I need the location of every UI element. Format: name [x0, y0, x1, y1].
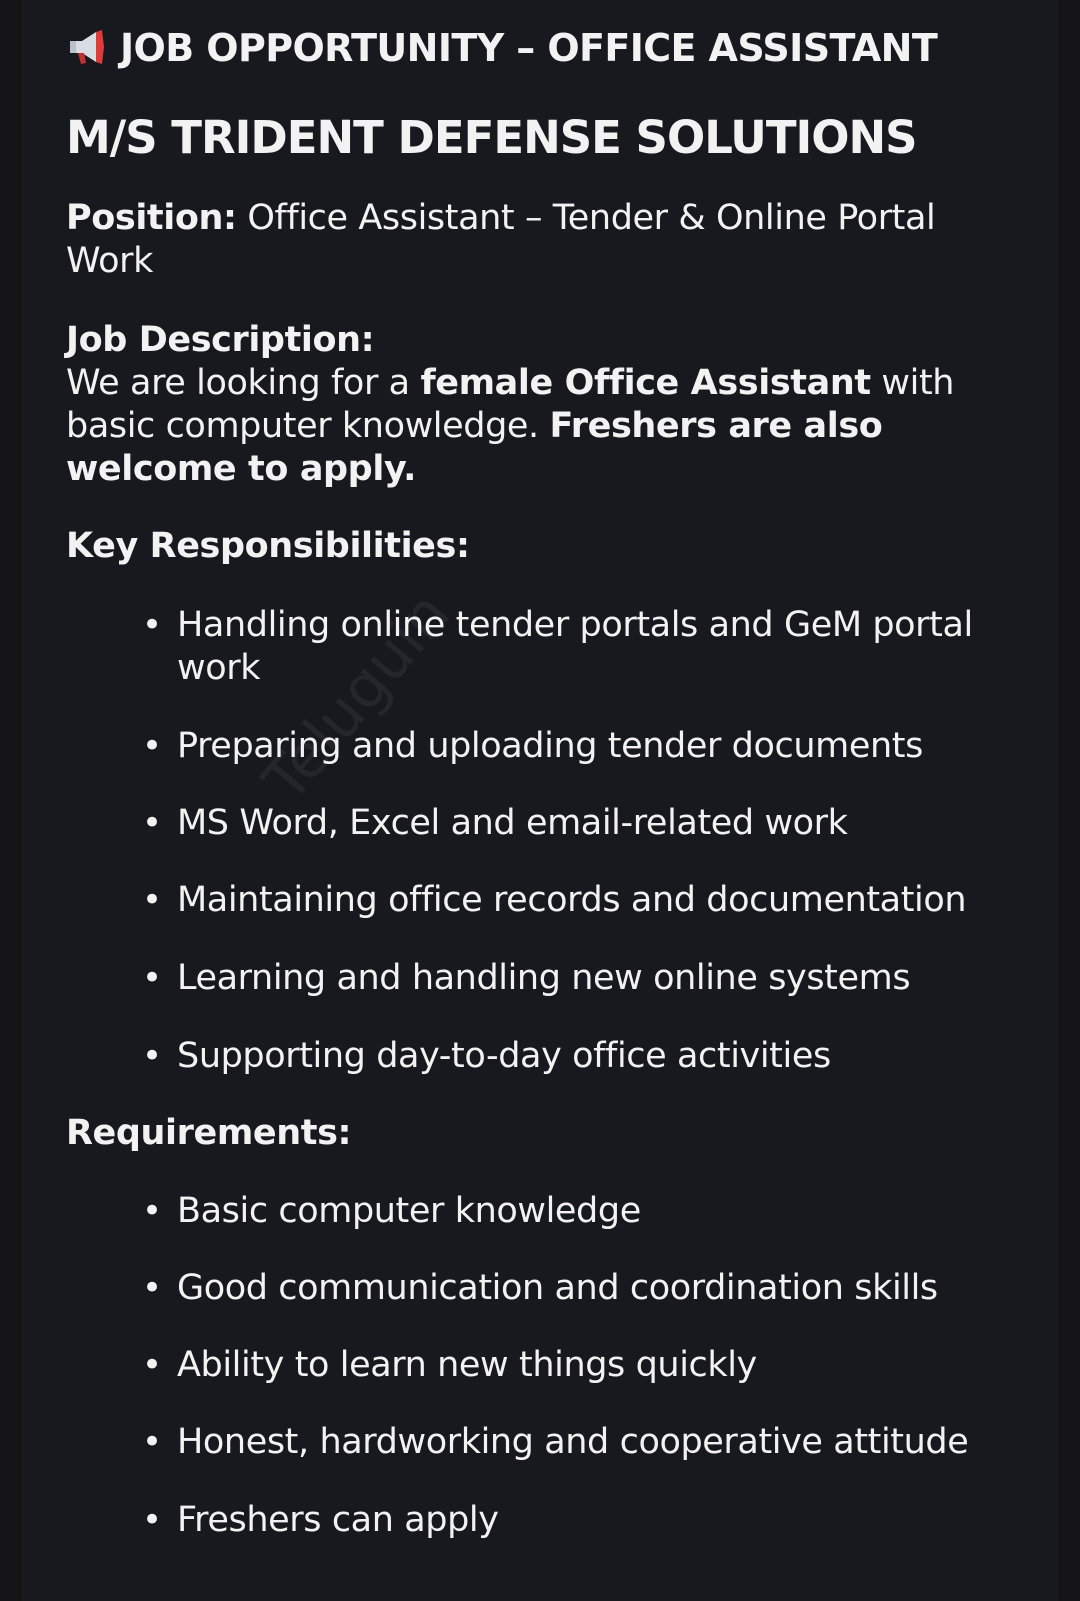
requirement-text: Basic computer knowledge: [177, 1191, 641, 1231]
megaphone-icon: [66, 27, 110, 67]
requirement-text: Honest, hardworking and cooperative attitude: [177, 1422, 969, 1462]
job-description-heading: Job Description:: [66, 320, 375, 360]
bullet: •: [142, 1422, 162, 1462]
job-description-part2: female Office Assistant: [420, 363, 871, 403]
responsibility-text: Maintaining office records and documentation: [177, 880, 967, 920]
job-description-text: [66, 362, 1016, 491]
headline-text: JOB OPPORTUNITY – OFFICE ASSISTANT: [120, 26, 938, 70]
company-name: M/S TRIDENT DEFENSE SOLUTIONS: [66, 111, 917, 164]
bullet: •: [142, 1345, 162, 1385]
bullet: •: [142, 880, 162, 920]
responsibilities-heading: Key Responsibilities:: [66, 526, 470, 566]
bullet: •: [142, 803, 162, 843]
bullet: •: [142, 1191, 162, 1231]
requirement-text: Good communication and coordination skills: [177, 1268, 938, 1308]
responsibility-text: Supporting day-to-day office activities: [177, 1036, 831, 1076]
post-headline: [66, 22, 937, 74]
responsibility-text: Preparing and uploading tender documents: [177, 726, 923, 766]
requirement-text: Ability to learn new things quickly: [177, 1345, 757, 1385]
job-description-part3: with basic computer knowledge.: [66, 363, 955, 446]
job-description-part4: Freshers are also welcome to apply.: [66, 406, 883, 489]
requirement-text: Freshers can apply: [177, 1500, 499, 1540]
job-description-part1: We are looking for a: [66, 363, 421, 403]
bullet: •: [142, 958, 162, 998]
bullet: •: [142, 605, 162, 645]
position-value: Office Assistant – Tender & Online Portal Work: [66, 198, 936, 281]
position-line: [66, 197, 1016, 283]
bullet: •: [142, 726, 162, 766]
responsibility-text: Handling online tender portals and GeM portal work: [177, 605, 973, 688]
bullet: •: [142, 1036, 162, 1076]
responsibility-text: MS Word, Excel and email-related work: [177, 803, 848, 843]
bullet: •: [142, 1268, 162, 1308]
requirements-heading: Requirements:: [66, 1113, 352, 1153]
position-label: Position:: [66, 198, 237, 238]
bullet: •: [142, 1500, 162, 1540]
responsibility-text: Learning and handling new online systems: [177, 958, 911, 998]
